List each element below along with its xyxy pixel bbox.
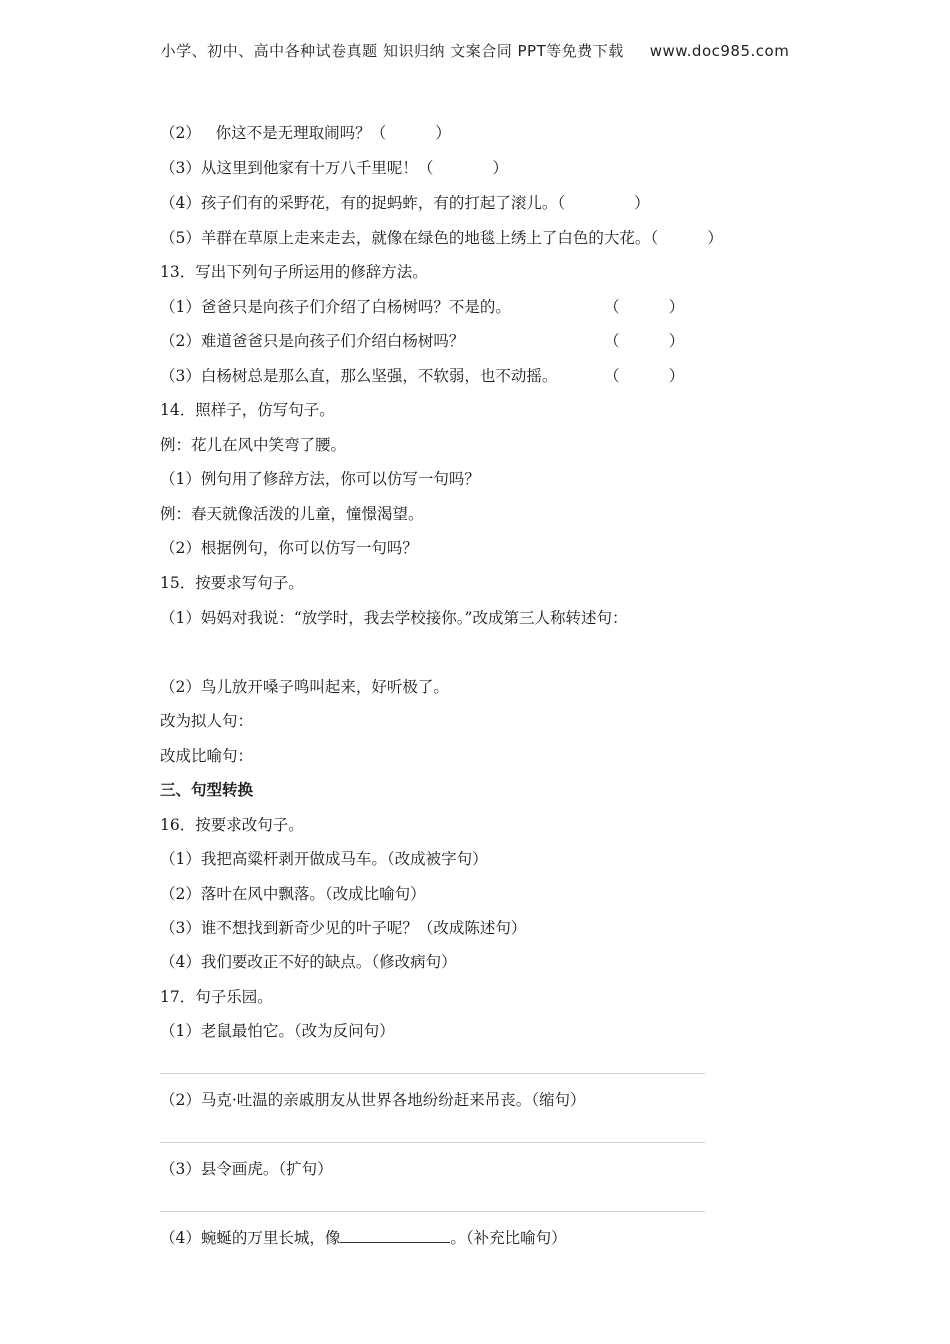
q12-item-3: （3）从这里到他家有十万八千里呢！（ ） [160,159,508,177]
q17-item-3: （3）县令画虎。（扩句） [160,1160,333,1178]
section-3-title: 三、句型转换 [160,781,254,799]
answer-line-3 [160,1211,705,1212]
q13-item-1: （1）爸爸只是向孩子们介绍了白杨树吗？不是的。 [160,298,511,316]
q15-item-1: （1）妈妈对我说：“放学时，我去学校接你。”改成第三人称转述句： [160,609,628,627]
page-header [0,40,950,61]
q17-item-4 [160,1228,567,1248]
q17-item-4-prefix: （4）蜿蜒的万里长城，像 [160,1229,341,1247]
q17-item-4-suffix: 。（补充比喻句） [450,1229,567,1247]
q14-item-1: （1）例句用了修辞方法，你可以仿写一句吗？ [160,470,480,488]
q13-item-2: （2）难道爸爸只是向孩子们介绍白杨树吗？ [160,332,465,350]
q13-title: 13．写出下列句子所运用的修辞方法。 [160,263,428,281]
fill-in-blank [340,1228,450,1243]
q14-example-1: 例：花儿在风中笑弯了腰。 [160,436,347,454]
q12-item-5: （5）羊群在草原上走来走去，就像在绿色的地毯上绣上了白色的大花。（ ） [160,229,723,247]
q17-item-1: （1）老鼠最怕它。（改为反问句） [160,1022,395,1040]
q14-example-2: 例：春天就像活泼的儿童，憧憬渴望。 [160,505,424,523]
q13-item-3-answer-paren: （ ） [604,367,685,385]
q14-item-2: （2）根据例句，你可以仿写一句吗？ [160,539,418,557]
q15-item-2: （2）鸟儿放开嗓子鸣叫起来，好听极了。 [160,678,449,696]
q12-item-4: （4）孩子们有的采野花，有的捉蚂蚱，有的打起了滚儿。（ ） [160,194,650,212]
header-site: www.doc985.com [649,42,790,60]
q14-title: 14．照样子，仿写句子。 [160,401,335,419]
q13-item-3: （3）白杨树总是那么直，那么坚强，不软弱，也不动摇。 [160,367,558,385]
q16-item-2: （2）落叶在风中飘落。（改成比喻句） [160,885,426,903]
q16-item-3: （3）谁不想找到新奇少见的叶子呢？（改成陈述句） [160,919,527,937]
q15-sub-1: 改为拟人句： [160,712,254,730]
answer-line-1 [160,1073,705,1074]
q13-item-2-answer-paren: （ ） [604,332,685,350]
q16-item-1: （1）我把高粱杆剥开做成马车。（改成被字句） [160,850,488,868]
q17-item-2: （2）马克·吐温的亲戚朋友从世界各地纷纷赶来吊丧。（缩句） [160,1091,586,1109]
q16-item-4: （4）我们要改正不好的缺点。（修改病句） [160,953,457,971]
answer-line-2 [160,1142,705,1143]
q17-title: 17．句子乐园。 [160,988,273,1006]
q15-title: 15．按要求写句子。 [160,574,304,592]
q13-item-1-answer-paren: （ ） [604,298,685,316]
q15-sub-2: 改成比喻句： [160,747,254,765]
header-text: 小学、初中、高中各种试卷真题 知识归纳 文案合同 PPT等免费下载 [160,42,624,60]
q16-title: 16．按要求改句子。 [160,816,304,834]
q12-item-2: （2） 你这不是无理取闹吗？（ ） [160,124,451,142]
